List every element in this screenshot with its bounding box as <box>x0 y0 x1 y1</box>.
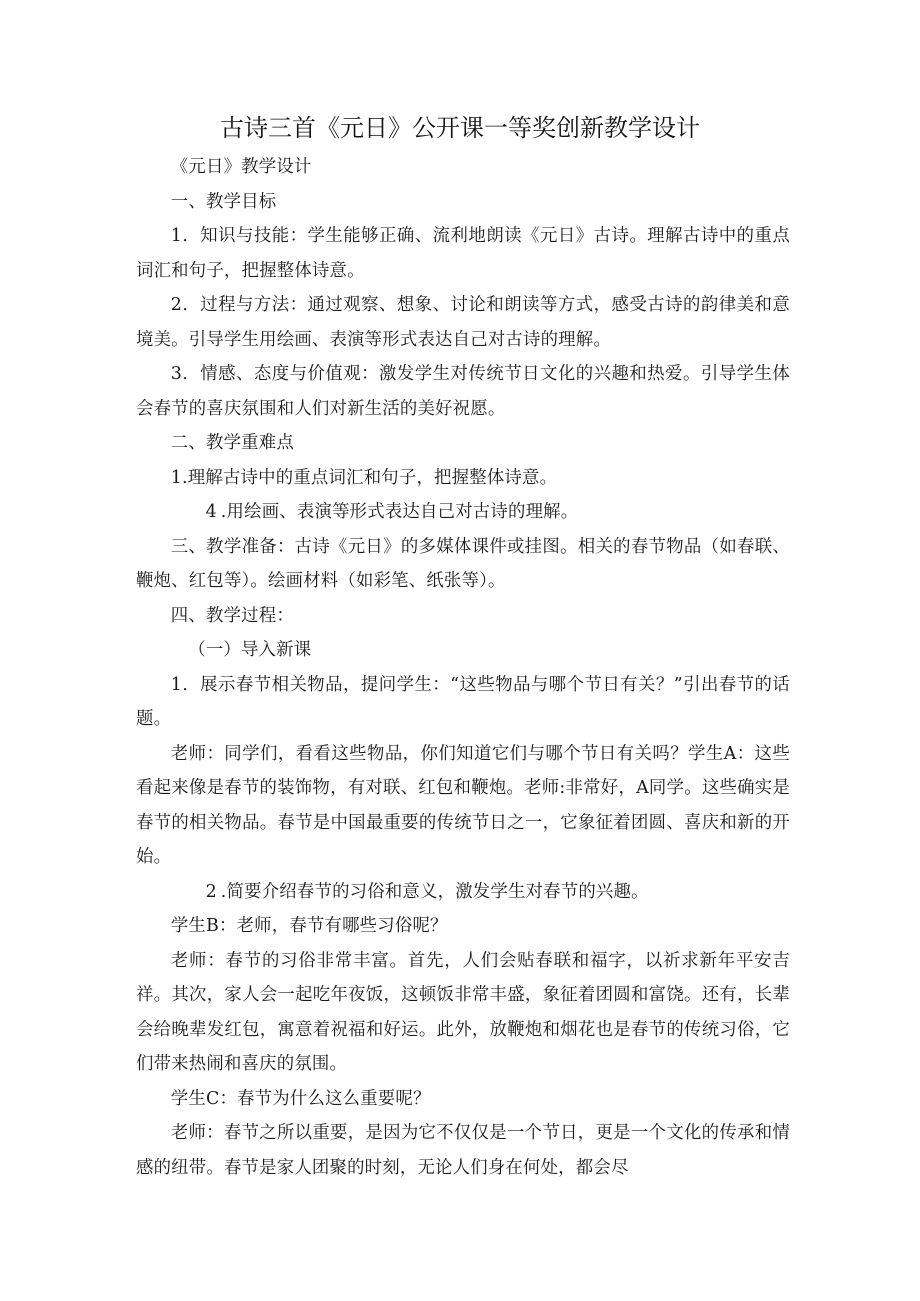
dialogue-paragraph: 老师：同学们，看看这些物品，你们知道它们与哪个节日有关吗？学生A：这些看起来像是春节的装饰物，有对联、红包和鞭炮。老师:非常好，A同学。这些确实是春节的相关物品。春节是中国最重要的传统节日之一，它象征着团圆、喜庆和新的开始。 <box>136 743 790 867</box>
objective-item-3: 3．情感、态度与价值观：激发学生对传统节日文化的兴趣和热爱。引导学生体会春节的喜庆氛围和人们对新生活的美好祝愿。 <box>136 364 790 419</box>
section-heading-objectives: 一、教学目标 <box>170 191 277 212</box>
list-number: 2 <box>205 881 217 902</box>
objective-item-2: 2．过程与方法：通过观察、想象、讨论和朗读等方式，感受古诗的韵律美和意境美。引导学生用绘画、表演等形式表达自己对古诗的理解。 <box>136 295 790 350</box>
dialogue-paragraph: 学生C：春节为什么这么重要呢？ <box>170 1088 431 1109</box>
document-body <box>136 150 790 1185</box>
process-item-2 <box>136 875 790 910</box>
list-text: .简要介绍春节的习俗和意义，激发学生对春节的兴趣。 <box>220 881 649 902</box>
subtitle: 《元日》教学设计 <box>170 157 312 177</box>
document-title: 古诗三首《元日》公开课一等奖创新教学设计 <box>220 114 700 142</box>
section-heading-process: 四、教学过程： <box>170 605 294 626</box>
list-text: .用绘画、表演等形式表达自己对古诗的理解。 <box>220 502 579 522</box>
objective-item-1: 1．知识与技能：学生能够正确、流利地朗读《元日》古诗。理解古诗中的重点词汇和句子，把握整体诗意。 <box>136 226 790 281</box>
section-heading-key-points: 二、教学重难点 <box>170 433 294 453</box>
list-number: 4 <box>205 502 217 522</box>
dialogue-paragraph: 学生B：老师，春节有哪些习俗呢？ <box>170 916 448 936</box>
dialogue-paragraph: 老师：春节之所以重要，是因为它不仅仅是一个节日，更是一个文化的传承和情感的纽带。春节是家人团聚的时刻，无论人们身在何处，都会尽 <box>136 1123 790 1178</box>
subsection-heading-intro: （一）导入新课 <box>188 640 312 660</box>
dialogue-paragraph: 老师：春节的习俗非常丰富。首先，人们会贴春联和福字，以祈求新年平安吉祥。其次，家人会一起吃年夜饭，这顿饭非常丰盛，象征着团圆和富饶。还有，长辈会给晚辈发红包，寓意着祝福和好运。此外，放鞭炮和烟花也是春节的传统习俗，它们带来热闹和喜庆的氛围。 <box>136 950 790 1074</box>
key-point-item-1: 1.理解古诗中的重点词汇和句子，把握整体诗意。 <box>170 467 558 488</box>
process-item-1: 1．展示春节相关物品，提问学生：“这些物品与哪个节日有关？”引出春节的话题。 <box>136 674 790 729</box>
section-preparation: 三、教学准备：古诗《元日》的多媒体课件或挂图。相关的春节物品（如春联、鞭炮、红包等）。绘画材料（如彩笔、纸张等）。 <box>136 536 790 591</box>
key-point-item-2 <box>136 495 790 530</box>
